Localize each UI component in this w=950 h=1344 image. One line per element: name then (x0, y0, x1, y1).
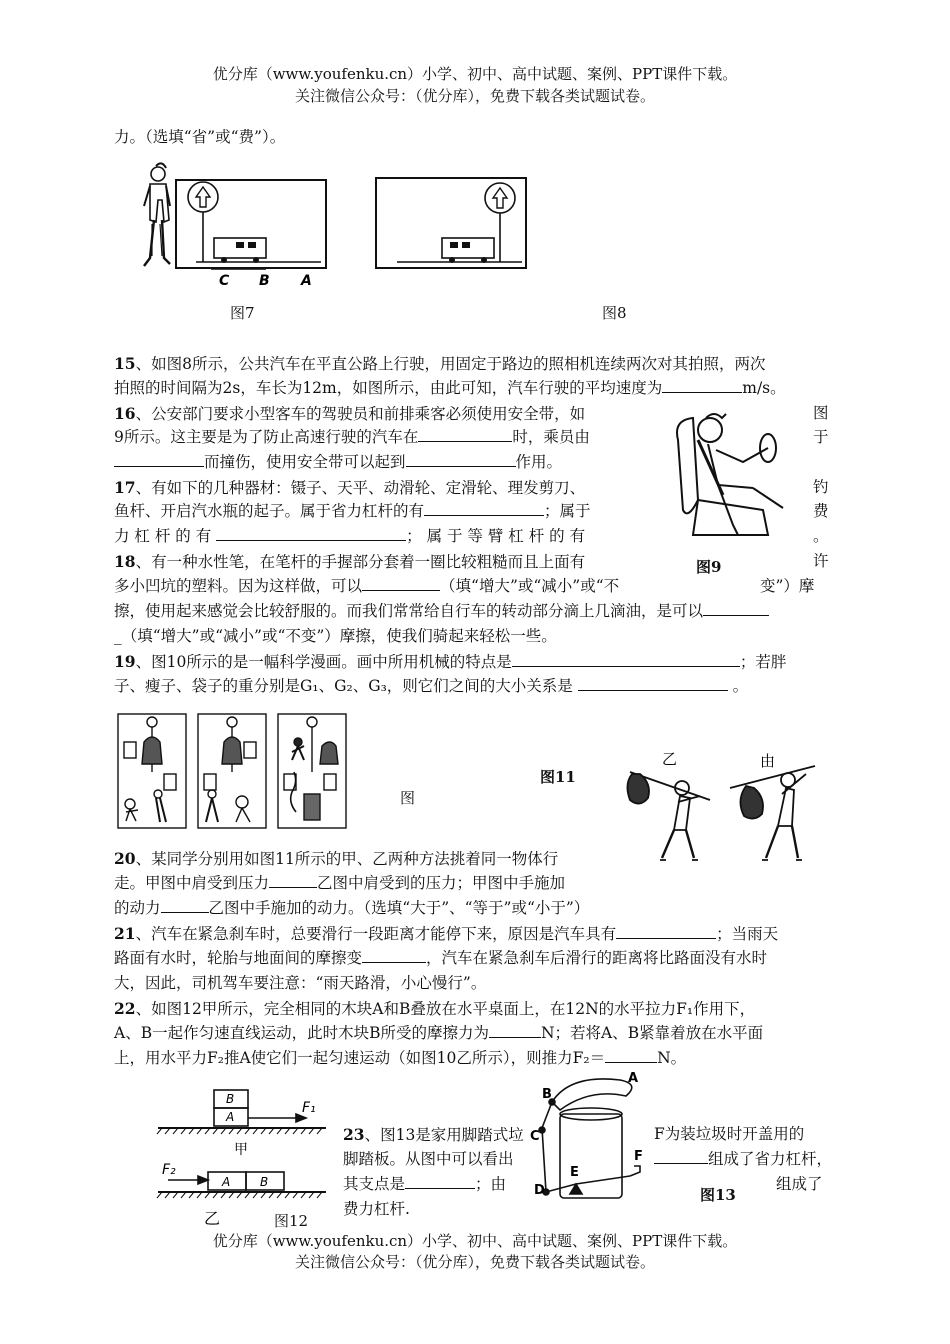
q19-line-1: 19、图10所示的是一幅科学漫画。画中所用机械的特点是 ；若胖 (114, 652, 787, 671)
figure-13-illustration (530, 1068, 650, 1208)
q16-blank-2[interactable] (114, 450, 204, 467)
q21-line-2: 路面有水时，轮胎与地面间的摩擦变 ，汽车在紧急刹车后滑行的距离将比路面没有水时 (114, 946, 767, 971)
footer-line-2: 关注微信公众号：（优分库），免费下载各类试题试卷。 (294, 1253, 655, 1271)
q22-line-2: A、B一起作匀速直线运动，此时木块B所受的摩擦力为 N；若将A、B紧靠着放在水平面 (114, 1021, 763, 1046)
fig12-caption: 图12 (274, 1212, 309, 1230)
fig10-caption: 图 (400, 789, 416, 807)
q16-line-3: 而撞伤，使用安全带可以起到 作用。 (114, 450, 562, 475)
q17-line-3-right: 。 (813, 527, 829, 545)
q17-line-1: 17、有如下的几种器材：镊子、天平、动滑轮、定滑轮、理发剪刀、 (114, 478, 586, 497)
q17-line-2: 鱼杆、开启汽水瓶的起子。属于省力杠杆的有 ；属于 (114, 499, 591, 524)
q19-blank-2[interactable] (578, 674, 728, 691)
q21-line-1: 21、汽车在紧急刹车时，总要滑行一段距离才能停下来，原因是汽车具有 ；当雨天 (114, 924, 779, 943)
q23-line-2: 脚踏板。从图中可以看出 (343, 1150, 514, 1168)
q18-line-2: 多小凹坑的塑料。因为这样做，可以 （填“增大”或“减小”或“不 (114, 574, 619, 599)
fig13-point-f: F (634, 1149, 643, 1164)
person-figure (144, 163, 170, 266)
q23-line-1: 23、图13是家用脚踏式垃 (343, 1125, 524, 1144)
footer-line-1: 优分库（www.youfenku.cn）小学、初中、高中试题、案例、PPT课件下载。 (212, 1232, 738, 1250)
q18-blank-1[interactable] (362, 574, 440, 591)
q18-line-3: 擦，使用起来感觉会比较舒服的。而我们常常给自行车的转动部分滴上几滴油，是可以 (114, 599, 769, 624)
fig11-caption: 图11 (540, 768, 576, 786)
q22-line-3: 上，用水平力F₂推A使它们一起匀速运动（如图10乙所示），则推力F₂＝ N。 (114, 1046, 686, 1071)
q19-line-2: 子、瘦子、袋子的重分别是G₁、G₂、G₃，则它们之间的大小关系是 。 (114, 674, 748, 699)
q16-line-2: 9所示。这主要是为了防止高速行驶的汽车在 时，乘员由 (114, 425, 590, 450)
figure-12-illustration (156, 1088, 332, 1228)
q18-blank-2[interactable] (703, 599, 769, 616)
q20-blank-1[interactable] (269, 871, 317, 888)
q17-line-1-right: 钓 (813, 478, 829, 496)
q22-blank-1[interactable] (489, 1021, 541, 1038)
q15-line-1: 15、如图8所示，公共汽车在平直公路上行驶，用固定于路边的照相机连续两次对其拍照，两次 (114, 354, 766, 373)
q17-line-2-right: 费 (813, 502, 829, 520)
q16-line-1-right: 图 (813, 404, 829, 422)
q23-line-3: 其支点是 ；由 (343, 1172, 506, 1197)
q20-blank-2[interactable] (161, 896, 209, 913)
header-line-1: 优分库（www.youfenku.cn）小学、初中、高中试题、案例、PPT课件下载。 (212, 65, 738, 83)
q18-line-1-right: 许 (813, 552, 829, 570)
q17-blank-1[interactable] (424, 499, 544, 516)
q17-blank-2[interactable] (216, 524, 406, 541)
q16-blank-1[interactable] (418, 425, 512, 442)
fig9-caption: 图9 (696, 558, 722, 576)
fig7-label-c: C (219, 273, 230, 289)
fig7-caption: 图7 (230, 304, 255, 322)
fig12-block-b-top: B (226, 1092, 235, 1106)
q22-line-1: 22、如图12甲所示，完全相同的木块A和B叠放在水平桌面上，在12N的水平拉力F₁作用下， (114, 999, 756, 1018)
fig12-block-b-bottom: B (260, 1175, 269, 1189)
q23-line-2-right: 组成了省力杠杆， (654, 1147, 832, 1172)
fig13-caption: 图13 (700, 1186, 736, 1204)
q17-line-3: 力 杠 杆 的 有 ； 属 于 等 臂 杠 杆 的 有 (114, 524, 585, 549)
fig13-point-d: D (534, 1183, 545, 1198)
fig12-block-a-bottom: A (222, 1175, 231, 1189)
q20-line-3: 的动力 乙图中手施加的动力。（选填“大于”、“等于”或“小于”） (114, 896, 589, 921)
q23-line-3-right: 组成了 (776, 1175, 823, 1193)
fig13-point-a: A (628, 1071, 639, 1086)
q20-line-2: 走。甲图中肩受到压力 乙图中肩受到的压力；甲图中手施加 (114, 871, 565, 896)
q20-line-1: 20、某同学分别用如图11所示的甲、乙两种方法挑着同一物体行 (114, 849, 559, 868)
q22-blank-2[interactable] (605, 1046, 657, 1063)
q21-blank-2[interactable] (362, 946, 426, 963)
fig13-point-e: E (570, 1165, 579, 1180)
fig12-block-a-top: A (226, 1110, 235, 1124)
header-line-2: 关注微信公众号：（优分库），免费下载各类试题试卷。 (294, 87, 655, 105)
fig12-label-jia: 甲 (234, 1142, 248, 1158)
fig13-point-b: B (542, 1087, 552, 1102)
fig7-label-a: A (301, 273, 312, 289)
fig12-force-1: F₁ (302, 1100, 316, 1116)
q18-line-1: 18、有一种水性笔，在笔杆的手握部分套着一圈比较粗糙而且上面有 (114, 552, 586, 571)
fig8-caption: 图8 (602, 304, 627, 322)
q21-blank-1[interactable] (616, 922, 716, 939)
q21-line-3: 大，因此，司机驾车要注意：“雨天路滑，小心慢行”。 (114, 974, 487, 992)
fig12-label-yi: 乙 (204, 1209, 221, 1228)
fig11-label-you: 由 (760, 752, 776, 770)
figure-8-illustration (372, 174, 532, 274)
fig11-label-yi: 乙 (662, 750, 678, 768)
intro-line: 力。（选填“省”或“费”）。 (114, 128, 286, 146)
q18-line-4: _（填“增大”或“减小”或“不变”）摩擦，使我们骑起来轻松一些。 (114, 627, 557, 645)
figure-9-illustration (668, 400, 798, 550)
q16-line-1: 16、公安部门要求小型客车的驾驶员和前排乘客必须使用安全带，如 (114, 404, 586, 423)
figure-11-illustration (610, 742, 820, 872)
q18-line-2-right: 变”）摩 (760, 577, 815, 595)
q23-blank-1[interactable] (654, 1147, 708, 1164)
q19-blank-1[interactable] (512, 650, 740, 667)
q23-blank-2[interactable] (405, 1172, 475, 1189)
q15-line-2: 拍照的时间隔为2s，车长为12m，如图所示，由此可知，汽车行驶的平均速度为 m/s。 (114, 376, 786, 401)
fig13-point-c: C (530, 1129, 540, 1144)
figure-7-illustration (136, 160, 336, 290)
q23-line-4: 费力杠杆. (343, 1200, 410, 1218)
q16-blank-3[interactable] (406, 450, 516, 467)
figure-10-comic (116, 712, 348, 832)
q16-line-2-right: 于 (813, 428, 829, 446)
q15-answer-blank[interactable] (662, 376, 742, 393)
fig7-label-b: B (259, 273, 270, 289)
fig12-force-2: F₂ (162, 1162, 176, 1178)
q23-line-1-right: F为装垃圾时开盖用的 (654, 1125, 805, 1143)
